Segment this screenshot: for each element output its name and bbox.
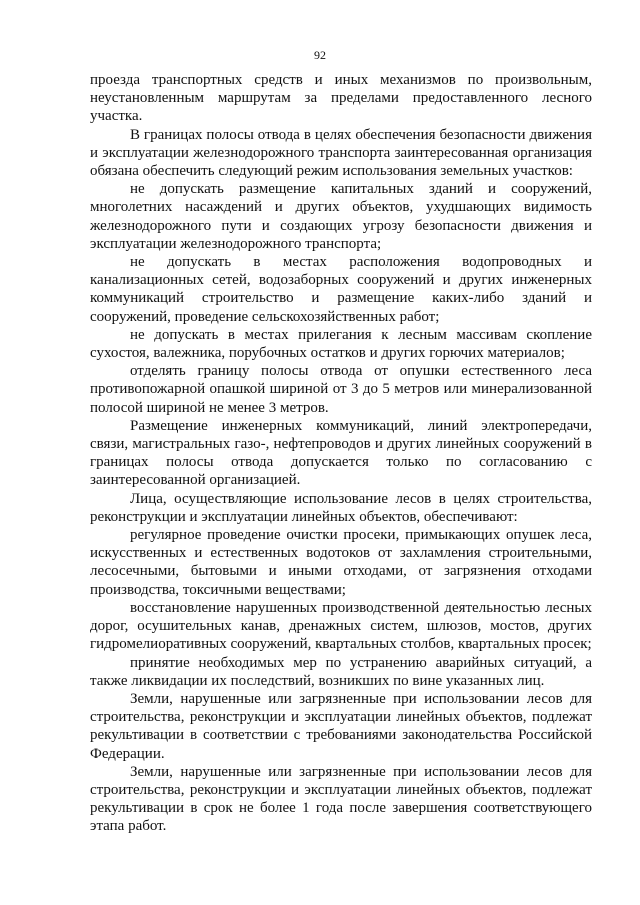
paragraph: проезда транспортных средств и иных механизмов по произвольным, неустановленным маршрутам за пределами предоставленного лесного участка. bbox=[90, 72, 592, 125]
paragraph: Лица, осуществляющие использование лесов в целях строительства, реконструкции и эксплуатации линейных объектов, обеспечивают: bbox=[90, 490, 592, 525]
page-number: 92 bbox=[314, 48, 326, 62]
paragraph: регулярное проведение очистки просеки, примыкающих опушек леса, искусственных и естественных водотоков от захламления строительными, лесосечными, бытовыми и иными отходами, от загрязнения отходами производства, токсичными веществами; bbox=[90, 527, 592, 598]
paragraph: не допускать размещение капитальных зданий и сооружений, многолетних насаждений и других объектов, ухудшающих видимость железнодорожного пути и создающих угрозу безопасности движения и эксплуатации железнодорожного транспорта; bbox=[90, 181, 592, 252]
paragraph: Земли, нарушенные или загрязненные при использовании лесов для строительства, реконструкции и эксплуатации линейных объектов, подлежат рекультивации в срок не более 1 года после завершения соответствующего этапа работ. bbox=[90, 763, 592, 835]
paragraph: В границах полосы отвода в целях обеспечения безопасности движения и эксплуатации железнодорожного транспорта заинтересованная организация обязана обеспечить следующий режим использования земельных участков: bbox=[90, 126, 592, 180]
paragraph: отделять границу полосы отвода от опушки естественного леса противопожарной опашкой шириной от 3 до 5 метров или минерализованной полосой шириной не менее 3 метров. bbox=[90, 363, 592, 416]
paragraph: не допускать в местах прилегания к лесным массивам скопление сухостоя, валежника, порубочных остатков и других горючих материалов; bbox=[90, 326, 592, 362]
paragraph: Размещение инженерных коммуникаций, линий электропередачи, связи, магистральных газо-, нефтепроводов и других линейных сооружений в границах полосы отвода допускается только по согласованию с заинтересованной организацией. bbox=[90, 417, 592, 489]
paragraph: принятие необходимых мер по устранению аварийных ситуаций, а также ликвидации их последствий, возникших по вине указанных лиц. bbox=[90, 654, 592, 689]
paragraph: Земли, нарушенные или загрязненные при использовании лесов для строительства, реконструкции и эксплуатации линейных объектов, подлежат рекультивации в соответствии с требованиями законодательства Российской Федерации. bbox=[90, 690, 592, 762]
paragraph: не допускать в местах расположения водопроводных и канализационных сетей, водозаборных сооружений и других инженерных коммуникаций строительство и размещение каких-либо зданий и сооружений, проведение сельскохозяйственных работ; bbox=[90, 254, 592, 325]
paragraph: восстановление нарушенных производственной деятельностью лесных дорог, осушительных канав, дренажных систем, шлюзов, мостов, других гидромелиоративных сооружений, квартальных столбов, квартальных просек; bbox=[90, 599, 592, 653]
document-body bbox=[90, 71, 592, 836]
